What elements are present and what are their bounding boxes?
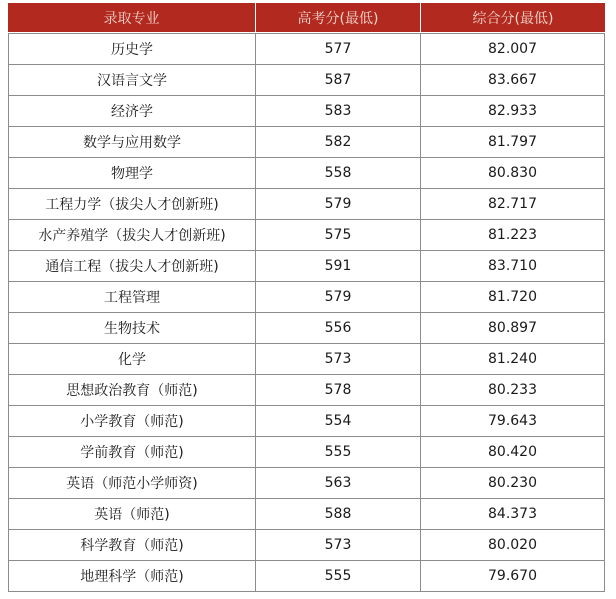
composite-score-cell: 80.020	[420, 530, 605, 561]
gaokao-score-cell: 583	[255, 96, 420, 127]
major-cell: 思想政治教育（师范)	[8, 375, 255, 406]
major-cell: 科学教育（师范)	[8, 530, 255, 561]
table-row	[8, 127, 605, 158]
table-row	[8, 158, 605, 189]
gaokao-score-cell: 555	[255, 561, 420, 592]
major-cell: 汉语言文学	[8, 65, 255, 96]
gaokao-score-cell: 573	[255, 344, 420, 375]
major-cell: 历史学	[8, 33, 255, 65]
table-row	[8, 344, 605, 375]
table-row	[8, 33, 605, 65]
admission-scores-table	[8, 3, 605, 592]
major-cell: 通信工程（拔尖人才创新班)	[8, 251, 255, 282]
gaokao-score-cell: 579	[255, 282, 420, 313]
major-cell: 水产养殖学（拔尖人才创新班)	[8, 220, 255, 251]
gaokao-score-cell: 582	[255, 127, 420, 158]
major-cell: 数学与应用数学	[8, 127, 255, 158]
table-row	[8, 406, 605, 437]
gaokao-score-cell: 575	[255, 220, 420, 251]
table-header	[8, 3, 605, 33]
composite-score-cell: 80.830	[420, 158, 605, 189]
table-row	[8, 282, 605, 313]
composite-score-cell: 80.420	[420, 437, 605, 468]
gaokao-score-cell: 578	[255, 375, 420, 406]
composite-score-cell: 81.720	[420, 282, 605, 313]
composite-score-cell: 83.667	[420, 65, 605, 96]
table-body	[8, 33, 605, 592]
major-cell: 经济学	[8, 96, 255, 127]
gaokao-score-cell: 588	[255, 499, 420, 530]
major-cell: 英语（师范)	[8, 499, 255, 530]
composite-score-cell: 80.233	[420, 375, 605, 406]
table-row	[8, 189, 605, 220]
major-cell: 物理学	[8, 158, 255, 189]
gaokao-score-cell: 554	[255, 406, 420, 437]
composite-score-cell: 81.797	[420, 127, 605, 158]
gaokao-score-cell: 579	[255, 189, 420, 220]
major-cell: 英语（师范小学师资)	[8, 468, 255, 499]
major-cell: 生物技术	[8, 313, 255, 344]
major-cell: 小学教育（师范)	[8, 406, 255, 437]
gaokao-score-cell: 556	[255, 313, 420, 344]
composite-score-cell: 81.223	[420, 220, 605, 251]
table-row	[8, 375, 605, 406]
major-cell: 工程管理	[8, 282, 255, 313]
major-cell: 工程力学（拔尖人才创新班)	[8, 189, 255, 220]
table-row	[8, 220, 605, 251]
major-cell: 学前教育（师范)	[8, 437, 255, 468]
composite-score-cell: 84.373	[420, 499, 605, 530]
header-gaokao-min: 高考分(最低)	[255, 3, 420, 33]
table-row	[8, 468, 605, 499]
composite-score-cell: 83.710	[420, 251, 605, 282]
gaokao-score-cell: 558	[255, 158, 420, 189]
header-composite-min: 综合分(最低)	[420, 3, 605, 33]
gaokao-score-cell: 563	[255, 468, 420, 499]
admission-scores-table-container	[8, 3, 605, 592]
composite-score-cell: 79.643	[420, 406, 605, 437]
table-row	[8, 561, 605, 592]
table-row	[8, 96, 605, 127]
gaokao-score-cell: 573	[255, 530, 420, 561]
composite-score-cell: 82.717	[420, 189, 605, 220]
table-row	[8, 251, 605, 282]
table-row	[8, 530, 605, 561]
major-cell: 化学	[8, 344, 255, 375]
table-row	[8, 499, 605, 530]
table-row	[8, 437, 605, 468]
header-major: 录取专业	[8, 3, 255, 33]
composite-score-cell: 80.897	[420, 313, 605, 344]
gaokao-score-cell: 587	[255, 65, 420, 96]
table-row	[8, 65, 605, 96]
composite-score-cell: 82.007	[420, 33, 605, 65]
composite-score-cell: 79.670	[420, 561, 605, 592]
major-cell: 地理科学（师范)	[8, 561, 255, 592]
header-row	[8, 3, 605, 33]
composite-score-cell: 81.240	[420, 344, 605, 375]
table-row	[8, 313, 605, 344]
gaokao-score-cell: 591	[255, 251, 420, 282]
gaokao-score-cell: 555	[255, 437, 420, 468]
gaokao-score-cell: 577	[255, 33, 420, 65]
composite-score-cell: 80.230	[420, 468, 605, 499]
composite-score-cell: 82.933	[420, 96, 605, 127]
